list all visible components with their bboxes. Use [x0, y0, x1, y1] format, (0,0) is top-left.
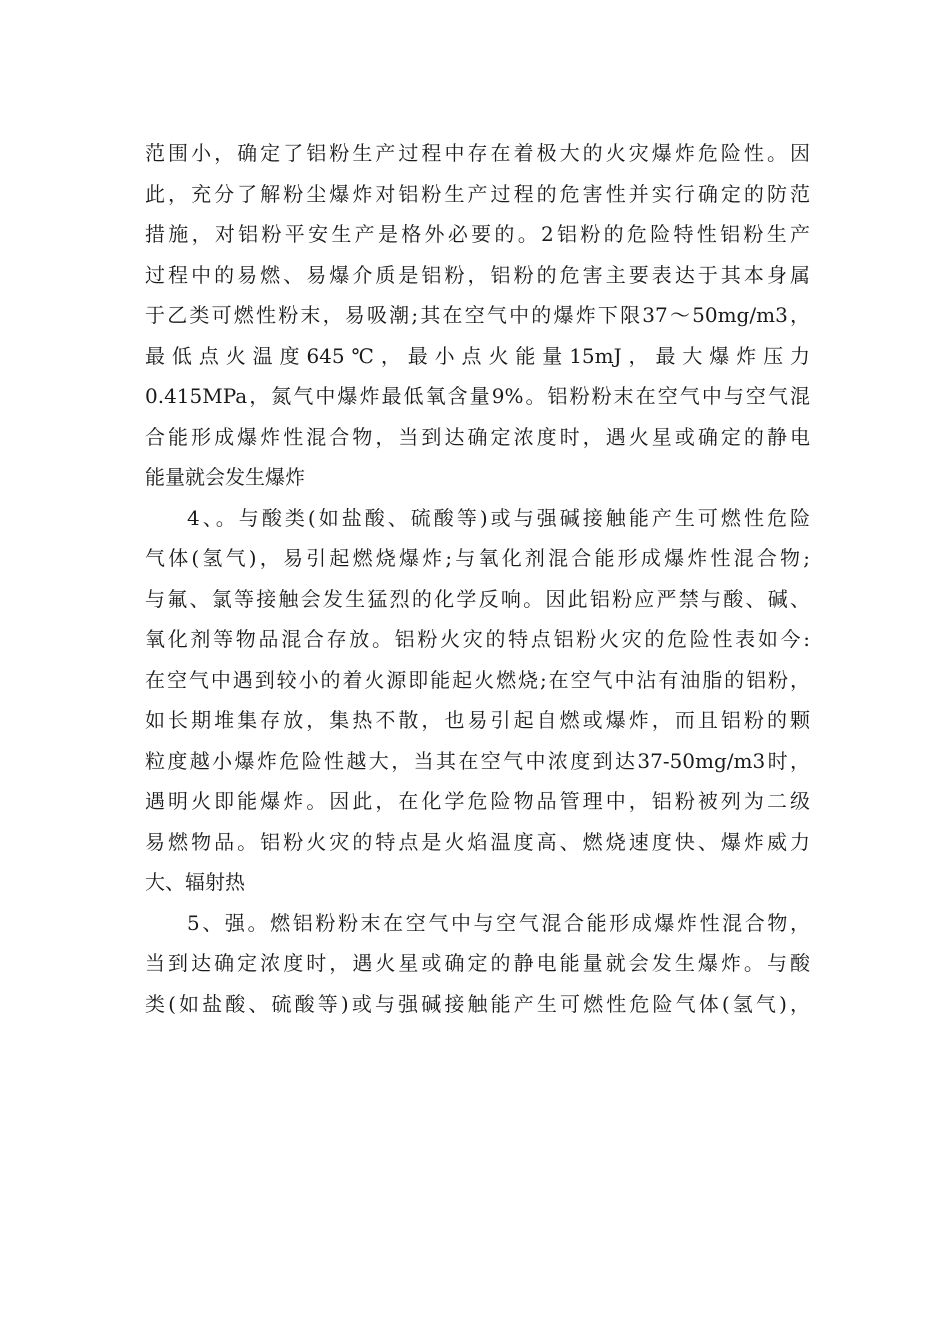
- text-line: 最低点火温度645℃，最小点火能量15mJ，最大爆炸压力: [145, 343, 810, 368]
- text-line: 于乙类可燃性粉末，易吸潮;其在空气中的爆炸下限37～50mg/m3，: [145, 303, 810, 327]
- text-line: 如长期堆集存放，集热不散，也易引起自燃或爆炸，而且铝粉的颗: [145, 708, 810, 732]
- text-line: 4、。与酸类(如盐酸、硫酸等)或与强碱接触能产生可燃性危险: [187, 505, 810, 530]
- text-line: 大、辐射热: [145, 870, 245, 894]
- text-line: 范围小，确定了铝粉生产过程中存在着极大的火灾爆炸危险性。因: [145, 141, 810, 165]
- body-text: [145, 133, 810, 1024]
- text-line: 合能形成爆炸性混合物，当到达确定浓度时，遇火星或确定的静电: [145, 424, 810, 449]
- text-line: 0.415MPa，氮气中爆炸最低氧含量9%。铝粉粉末在空气中与空气混: [145, 384, 810, 408]
- text-line: 遇明火即能爆炸。因此，在化学危险物品管理中，铝粉被列为二级: [145, 789, 810, 813]
- text-line: 气体(氢气)，易引起燃烧爆炸;与氧化剂混合能形成爆炸性混合物;: [145, 546, 810, 570]
- text-line: 措施，对铝粉平安生产是格外必要的。2铝粉的危险特性铝粉生产: [145, 222, 810, 246]
- text-line: 类(如盐酸、硫酸等)或与强碱接触能产生可燃性危险气体(氢气)，: [145, 991, 810, 1016]
- text-line: 粒度越小爆炸危险性越大，当其在空气中浓度到达37-50mg/m3时，: [145, 748, 810, 773]
- text-line: 此，充分了解粉尘爆炸对铝粉生产过程的危害性并实行确定的防范: [145, 181, 810, 206]
- text-line: 在空气中遇到较小的着火源即能起火燃烧;在空气中沾有油脂的铝粉，: [145, 667, 810, 692]
- text-line: 当到达确定浓度时，遇火星或确定的静电能量就会发生爆炸。与酸: [145, 951, 810, 975]
- text-line: 与氟、氯等接触会发生猛烈的化学反响。因此铝粉应严禁与酸、碱、: [145, 586, 810, 611]
- text-line: 5、强。燃铝粉粉末在空气中与空气混合能形成爆炸性混合物，: [187, 910, 810, 935]
- text-line: 易燃物品。铝粉火灾的特点是火焰温度高、燃烧速度快、爆炸威力: [145, 829, 810, 854]
- text-line: 过程中的易燃、易爆介质是铝粉，铝粉的危害主要表达于其本身属: [145, 262, 810, 287]
- text-line: 氧化剂等物品混合存放。铝粉火灾的特点铝粉火灾的危险性表如今:: [145, 627, 810, 651]
- text-line: 能量就会发生爆炸: [145, 465, 305, 489]
